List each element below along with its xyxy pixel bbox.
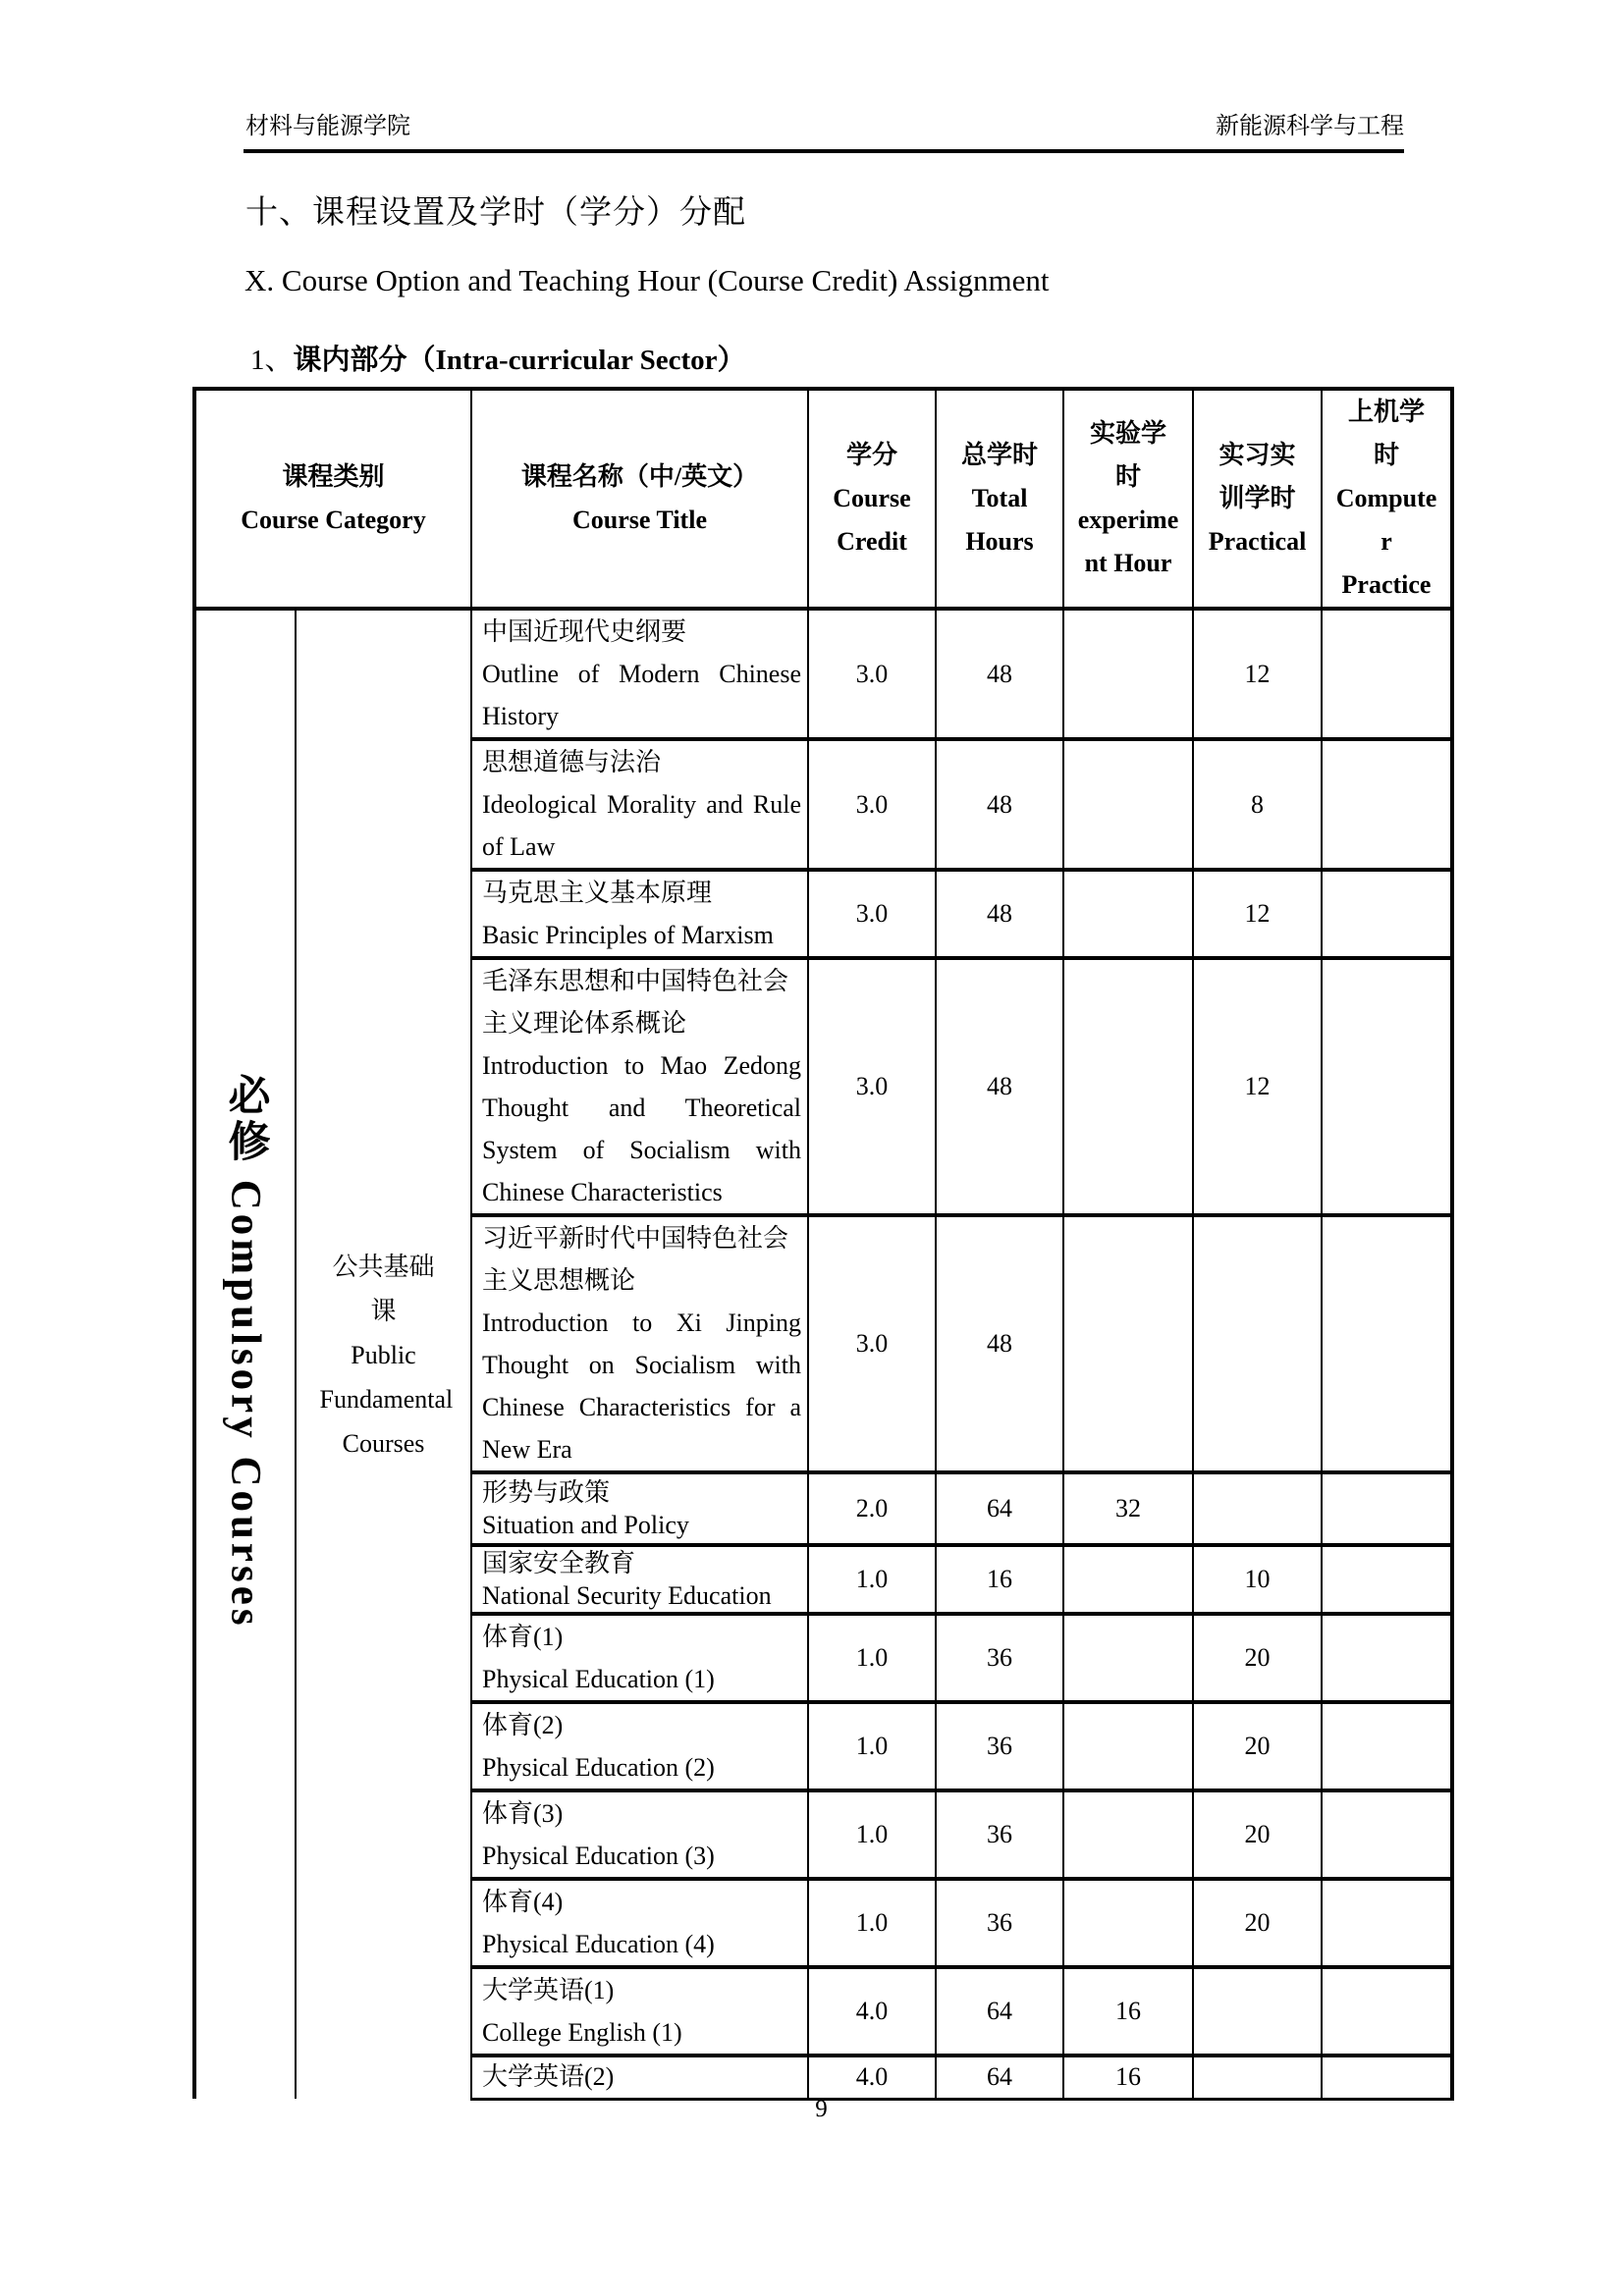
experiment-hours-cell xyxy=(1063,1790,1193,1879)
computer-hours-cell xyxy=(1322,1614,1452,1702)
col-header-category: 课程类别 Course Category xyxy=(194,389,471,609)
total-hours-cell: 64 xyxy=(936,2056,1063,2099)
computer-hours-cell xyxy=(1322,1702,1452,1790)
practical-hours-cell: 8 xyxy=(1193,739,1322,870)
course-title-cell: 体育(1) Physical Education (1) xyxy=(471,1614,808,1702)
practical-hours-cell: 10 xyxy=(1193,1545,1322,1614)
practical-hours-cell xyxy=(1193,2056,1322,2099)
page-title-zh: 十、课程设置及学时（学分）分配 xyxy=(245,195,746,231)
course-title-cell: 思想道德与法治 Ideological Morality and Rule of Law xyxy=(471,739,808,870)
practical-hours-cell: 20 xyxy=(1193,1879,1322,1967)
practical-hours-cell: 20 xyxy=(1193,1790,1322,1879)
section-heading xyxy=(250,338,745,378)
total-hours-cell: 36 xyxy=(936,1879,1063,1967)
section-number: 1、 xyxy=(250,345,294,376)
course-title-cell: 中国近现代史纲要 Outline of Modern Chinese History xyxy=(471,609,808,739)
credit-cell: 1.0 xyxy=(808,1702,936,1790)
credit-cell: 3.0 xyxy=(808,609,936,739)
credit-cell: 3.0 xyxy=(808,739,936,870)
credit-cell: 3.0 xyxy=(808,958,936,1215)
practical-hours-cell xyxy=(1193,1215,1322,1472)
credit-cell: 1.0 xyxy=(808,1879,936,1967)
computer-hours-cell xyxy=(1322,609,1452,739)
practical-hours-cell: 12 xyxy=(1193,609,1322,739)
computer-hours-cell xyxy=(1322,1967,1452,2056)
experiment-hours-cell xyxy=(1063,1879,1193,1967)
total-hours-cell: 36 xyxy=(936,1614,1063,1702)
computer-hours-cell xyxy=(1322,1790,1452,1879)
course-title-cell: 马克思主义基本原理 Basic Principles of Marxism xyxy=(471,870,808,958)
computer-hours-cell xyxy=(1322,1215,1452,1472)
course-title-cell: 习近平新时代中国特色社会主义思想概论 Introduction to Xi Jinping Thought on Socialism with Chinese Characteristics for a New Era xyxy=(471,1215,808,1472)
col-header-practical-hours: 实习实 训学时 Practical xyxy=(1193,389,1322,609)
table-row xyxy=(194,609,1452,739)
practical-hours-cell: 20 xyxy=(1193,1614,1322,1702)
course-title-cell: 形势与政策 Situation and Policy xyxy=(471,1472,808,1545)
experiment-hours-cell: 16 xyxy=(1063,1967,1193,2056)
total-hours-cell: 48 xyxy=(936,739,1063,870)
credit-cell: 1.0 xyxy=(808,1614,936,1702)
credit-cell: 4.0 xyxy=(808,1967,936,2056)
computer-hours-cell xyxy=(1322,739,1452,870)
col-header-credit: 学分 Course Credit xyxy=(808,389,936,609)
experiment-hours-cell xyxy=(1063,870,1193,958)
total-hours-cell: 48 xyxy=(936,958,1063,1215)
experiment-hours-cell xyxy=(1063,739,1193,870)
computer-hours-cell xyxy=(1322,1879,1452,1967)
credit-cell: 1.0 xyxy=(808,1545,936,1614)
course-title-cell: 体育(2) Physical Education (2) xyxy=(471,1702,808,1790)
course-title-cell: 大学英语(1) College English (1) xyxy=(471,1967,808,2056)
col-header-experiment-hours: 实验学 时 experime nt Hour xyxy=(1063,389,1193,609)
course-credit-table xyxy=(192,387,1454,2101)
table-header-row xyxy=(194,389,1452,609)
credit-cell: 1.0 xyxy=(808,1790,936,1879)
course-title-cell: 体育(3) Physical Education (3) xyxy=(471,1790,808,1879)
practical-hours-cell: 12 xyxy=(1193,870,1322,958)
running-head-right: 新能源科学与工程 xyxy=(1216,114,1404,139)
course-title-cell: 国家安全教育 National Security Education xyxy=(471,1545,808,1614)
computer-hours-cell xyxy=(1322,958,1452,1215)
category-public-fundamental-label: 公共基础 课 Public Fundamental Courses xyxy=(319,1252,454,1458)
course-title-cell: 体育(4) Physical Education (4) xyxy=(471,1879,808,1967)
total-hours-cell: 64 xyxy=(936,1472,1063,1545)
header-divider xyxy=(244,149,1404,153)
practical-hours-cell: 20 xyxy=(1193,1702,1322,1790)
credit-cell: 3.0 xyxy=(808,870,936,958)
col-header-course-title: 课程名称（中/英文） Course Title xyxy=(471,389,808,609)
total-hours-cell: 48 xyxy=(936,609,1063,739)
practical-hours-cell xyxy=(1193,1967,1322,2056)
course-title-cell: 大学英语(2) xyxy=(471,2056,808,2099)
practical-hours-cell: 12 xyxy=(1193,958,1322,1215)
experiment-hours-cell xyxy=(1063,1215,1193,1472)
section-label: 课内部分（Intra-curricular Sector） xyxy=(293,345,746,376)
experiment-hours-cell xyxy=(1063,609,1193,739)
credit-cell: 4.0 xyxy=(808,2056,936,2099)
computer-hours-cell xyxy=(1322,1545,1452,1614)
total-hours-cell: 36 xyxy=(936,1790,1063,1879)
experiment-hours-cell: 32 xyxy=(1063,1472,1193,1545)
credit-cell: 3.0 xyxy=(808,1215,936,1472)
computer-hours-cell xyxy=(1322,2056,1452,2099)
computer-hours-cell xyxy=(1322,1472,1452,1545)
total-hours-cell: 36 xyxy=(936,1702,1063,1790)
total-hours-cell: 16 xyxy=(936,1545,1063,1614)
total-hours-cell: 64 xyxy=(936,1967,1063,2056)
course-title-cell: 毛泽东思想和中国特色社会主义理论体系概论 Introduction to Mao Zedong Thought and Theoretical System of Socialism with Chinese Characteristics xyxy=(471,958,808,1215)
experiment-hours-cell xyxy=(1063,1614,1193,1702)
category-compulsory-cell xyxy=(194,609,296,2099)
experiment-hours-cell: 16 xyxy=(1063,2056,1193,2099)
practical-hours-cell xyxy=(1193,1472,1322,1545)
experiment-hours-cell xyxy=(1063,1702,1193,1790)
running-head-left: 材料与能源学院 xyxy=(245,114,410,139)
col-header-total-hours: 总学时 Total Hours xyxy=(936,389,1063,609)
total-hours-cell: 48 xyxy=(936,870,1063,958)
total-hours-cell: 48 xyxy=(936,1215,1063,1472)
experiment-hours-cell xyxy=(1063,1545,1193,1614)
credit-cell: 2.0 xyxy=(808,1472,936,1545)
page-number: 9 xyxy=(815,2096,828,2122)
page-title-en: X. Course Option and Teaching Hour (Course Credit) Assignment xyxy=(244,263,1050,297)
experiment-hours-cell xyxy=(1063,958,1193,1215)
computer-hours-cell xyxy=(1322,870,1452,958)
col-header-computer-hours: 上机学 时 Compute r Practice xyxy=(1322,389,1452,609)
category-public-fundamental-cell xyxy=(296,609,471,2099)
category-compulsory-label: 必修 Compulsory Courses xyxy=(222,1073,269,1629)
